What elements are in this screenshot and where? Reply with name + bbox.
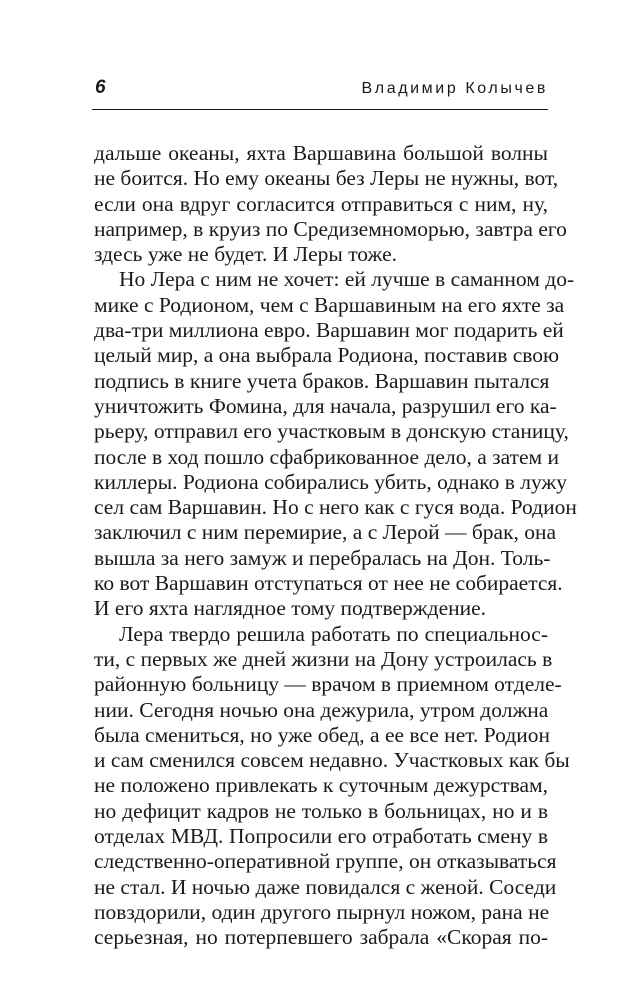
text-line: целый мир, а она выбрала Родиона, поставив свою [94,343,560,368]
text-line: следственно-оперативной группе, он отказываться [94,849,557,874]
paragraph-3 [94,621,570,951]
text-line: районную больницу — врачом в приемном отделе- [94,672,562,697]
page-header [92,76,548,110]
text-line: киллеры. Родиона собирались убить, однако в лужу [94,469,568,494]
text-line: и сам сменился совсем недавно. Участковых как бы [94,748,570,773]
text-line: заключил с ним перемирие, а с Лерой — брак, она [94,520,557,545]
text-line: после в ход пошло сфабрикованное дело, а затем и [94,444,560,469]
text-line: сел сам Варшавин. Но с него как с гуся вода. Родион [94,495,577,520]
text-line: здесь уже не будет. И Леры тоже. [94,242,398,267]
text-line: повздорили, один другого пырнул ножом, рана не [94,899,550,924]
text-line: не положено привлекать к суточным дежурствам, [94,773,548,798]
text-line: дальше океаны, яхта Варшавина большой волны [94,141,548,165]
text-line: ти, с первых же дней жизни на Дону устроилась в [94,646,553,671]
header-rule [92,109,548,110]
text-line: ко вот Варшавин отступаться от нее не собирается. [94,571,563,596]
paragraph-2 [94,267,577,621]
text-line: не стал. И ночью даже повидался с женой. Соседи [94,874,557,899]
text-line: не боится. Но ему океаны без Леры не нужны, вот, [94,166,559,191]
text-line: но дефицит кадров не только в больницах, но и в [94,798,548,823]
text-line: если она вдруг согласится отправиться с ним, ну, [94,191,548,216]
text-line: нии. Сегодня ночью она дежурила, утром должна [94,697,549,722]
running-head-author: Владимир Колычев [361,80,548,97]
body-text [94,141,577,951]
text-line: отделах МВД. Попросили его отработать смену в [94,824,548,849]
text-line: была смениться, но уже обед, а ее все нет. Родион [94,722,551,747]
text-line: И его яхта наглядное тому подтверждение. [94,596,487,621]
text-line: Но Лера с ним не хочет: ей лучше в саманном до- [119,267,575,292]
text-line: подпись в книге учета браков. Варшавин пытался [94,368,550,393]
text-line: вышла за него замуж и перебралась на Дон. Толь- [94,545,551,570]
text-line: серьезная, но потерпевшего забрала «Скорая по- [94,925,548,950]
page-number: 6 [95,77,106,98]
text-line: мике с Родионом, чем с Варшавиным на его яхте за [94,292,565,317]
text-line: рьеру, отправил его участковым в донскую станицу, [94,419,569,444]
text-line: например, в круиз по Средиземноморью, завтра его [94,216,567,241]
text-line: уничтожить Фомина, для начала, разрушил его ка- [94,393,557,418]
text-line: два-три миллиона евро. Варшавин мог подарить ей [94,318,564,343]
paragraph-1 [94,141,567,267]
text-line: Лера твердо решила работать по специальнос- [119,621,548,646]
